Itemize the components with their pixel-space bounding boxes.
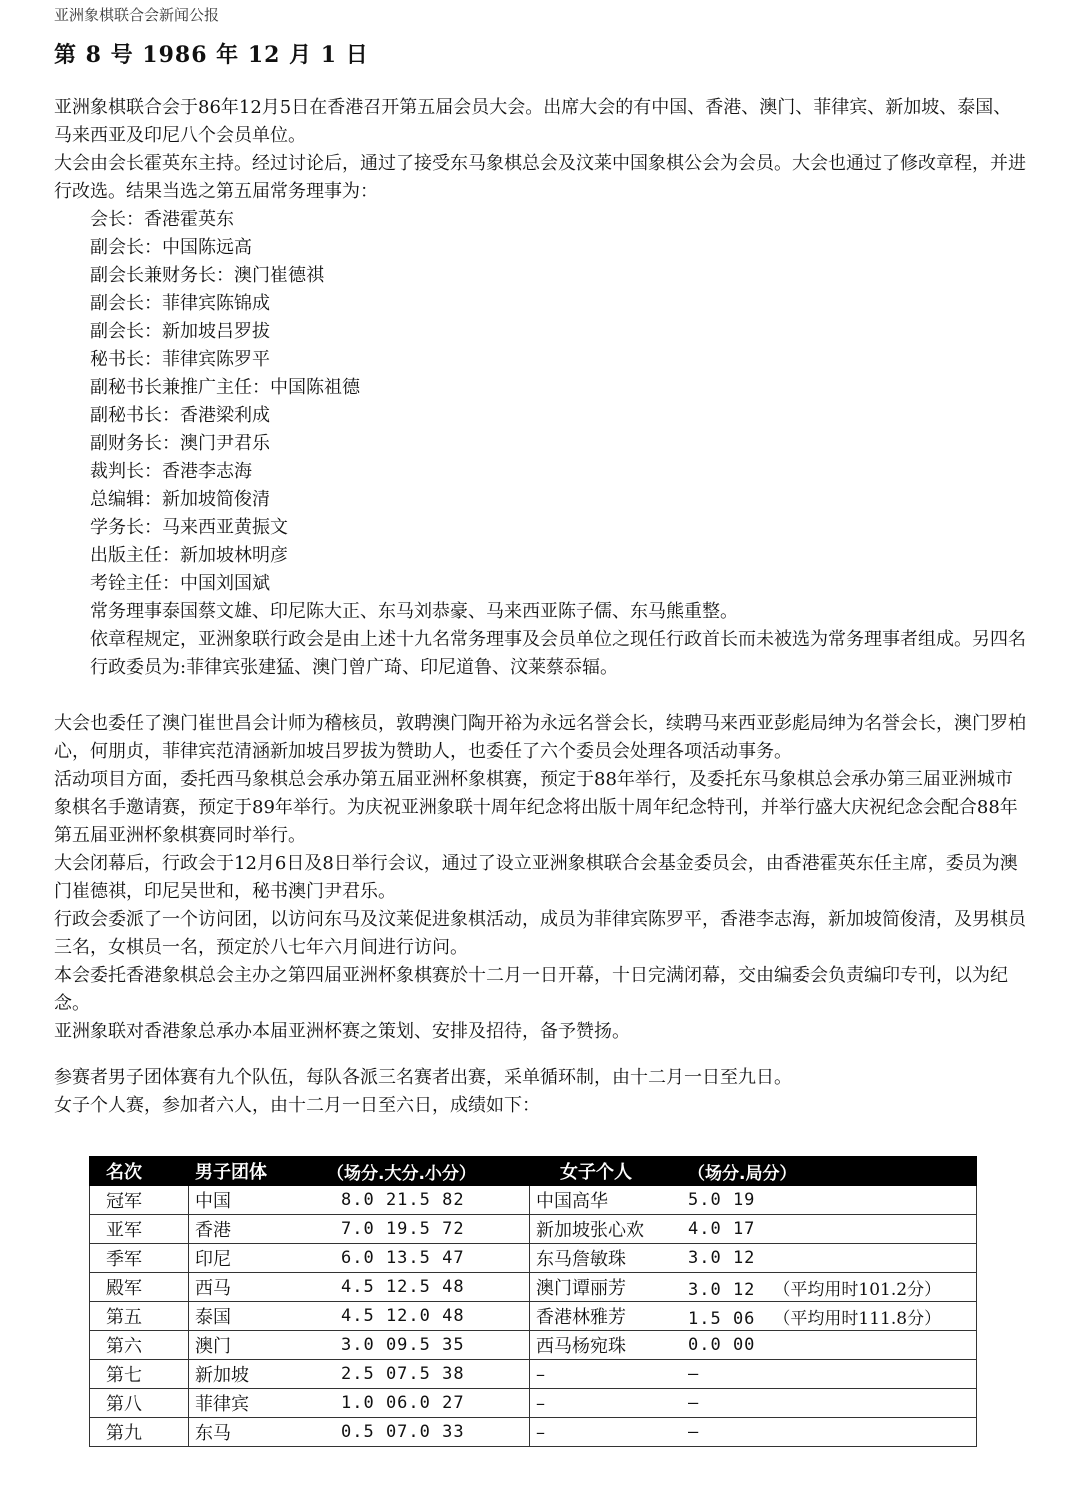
officer-entry: 副财务长：澳门尹君乐 — [90, 433, 270, 454]
body-paragraph-6: 亚洲象联对香港象总承办本届亚洲杯赛之策划、安排及招待，备予赞扬。 — [54, 1021, 630, 1042]
player-score-value: 3.0 12 — [688, 1248, 756, 1268]
player-cell: 香港林雅芳 — [530, 1302, 683, 1331]
player-score-cell — [682, 1186, 977, 1215]
team-score-cell: 1.0 06.0 27 — [321, 1389, 530, 1418]
player-score-value: – — [688, 1393, 700, 1413]
player-score-cell — [682, 1302, 977, 1331]
header-player: 女子个人 — [530, 1157, 683, 1186]
officer-entry: 副秘书长：香港梁利成 — [90, 405, 270, 426]
player-score-value: 4.0 17 — [688, 1219, 756, 1239]
rank-cell: 第六 — [90, 1331, 189, 1360]
team-cell: 泰国 — [189, 1302, 322, 1331]
player-score-cell — [682, 1418, 977, 1447]
table-row — [90, 1389, 977, 1418]
team-score-cell: 6.0 13.5 47 — [321, 1244, 530, 1273]
officer-entry: 副秘书长兼推广主任：中国陈祖德 — [90, 377, 360, 398]
table-row — [90, 1360, 977, 1389]
team-score-cell: 4.5 12.0 48 — [321, 1302, 530, 1331]
publication-name: 亚洲象棋联合会新闻公报 — [54, 6, 220, 24]
player-score-value: 3.0 12 — [688, 1279, 756, 1300]
player-score-cell — [682, 1273, 977, 1302]
team-score-cell: 0.5 07.0 33 — [321, 1418, 530, 1447]
officer-entry: 考铨主任：中国刘国斌 — [90, 573, 270, 594]
average-time-note: （平均用时101.2分） — [773, 1279, 942, 1300]
player-score-cell — [682, 1244, 977, 1273]
officer-entry: 裁判长：香港李志海 — [90, 461, 252, 482]
officer-entry: 总编辑：新加坡简俊清 — [90, 489, 270, 510]
team-score-cell: 8.0 21.5 82 — [321, 1186, 530, 1215]
table-row — [90, 1215, 977, 1244]
competition-paragraph-1: 参赛者男子团体赛有九个队伍，每队各派三名赛者出赛，采单循环制，由十二月一日至九日。 — [54, 1067, 792, 1088]
officer-entry: 学务长：马来西亚黄振文 — [90, 517, 288, 538]
table-row — [90, 1244, 977, 1273]
player-score-value: 0.0 00 — [688, 1335, 756, 1355]
player-cell: 澳门谭丽芳 — [530, 1273, 683, 1302]
team-cell: 西马 — [189, 1273, 322, 1302]
officer-entry: 副会长兼财务长：澳门崔德祺 — [90, 265, 324, 286]
table-row — [90, 1418, 977, 1447]
player-score-cell — [682, 1360, 977, 1389]
rank-cell: 第七 — [90, 1360, 189, 1389]
team-score-cell: 7.0 19.5 72 — [321, 1215, 530, 1244]
player-cell: 东马詹敏珠 — [530, 1244, 683, 1273]
average-time-note: （平均用时111.8分） — [773, 1308, 942, 1329]
body-paragraph-2: 活动项目方面，委托西马象棋总会承办第五届亚洲杯象棋赛，预定于88年举行，及委托东马象棋总会承办第三届亚洲城市象棋名手邀请赛，预定于89年举行。为庆祝亚洲象联十周年纪念将出版十周年纪念特刊，并举行盛大庆祝纪念会配合88年第五届亚洲杯象棋赛同时举行。 — [54, 769, 1018, 846]
body-paragraph-3: 大会闭幕后，行政会于12月6日及8日举行会议，通过了设立亚洲象棋联合会基金委员会，由香港霍英东任主席，委员为澳门崔德祺，印尼吴世和，秘书澳门尹君乐。 — [54, 853, 1018, 902]
player-score-cell — [682, 1389, 977, 1418]
player-score-value: – — [688, 1422, 700, 1442]
header-team: 男子团体 — [189, 1157, 322, 1186]
team-cell: 澳门 — [189, 1331, 322, 1360]
player-score-value: 1.5 06 — [688, 1308, 756, 1329]
player-cell: – — [530, 1418, 683, 1447]
issue-title: 第 8 号 1986 年 12 月 1 日 — [54, 42, 369, 68]
header-team-score: （场分.大分.小分） — [321, 1157, 530, 1186]
player-score-cell — [682, 1215, 977, 1244]
intro-paragraph-1: 亚洲象棋联合会于86年12月5日在香港召开第五届会员大会。出席大会的有中国、香港、澳门、菲律宾、新加坡、泰国、马来西亚及印尼八个会员单位。 — [54, 97, 1012, 146]
team-cell: 香港 — [189, 1215, 322, 1244]
rank-cell: 第九 — [90, 1418, 189, 1447]
player-score-cell — [682, 1331, 977, 1360]
competition-paragraph-2: 女子个人赛，参加者六人，由十二月一日至六日，成绩如下： — [54, 1095, 540, 1116]
officer-note: 依章程规定，亚洲象联行政会是由上述十九名常务理事及会员单位之现任行政首长而未被选为常务理事者组成。另四名行政委员为:菲律宾张建猛、澳门曾广琦、印尼道鲁、汶莱蔡忝辐。 — [90, 629, 1026, 678]
officer-entry: 出版主任：新加坡林明彦 — [90, 545, 288, 566]
team-score-cell: 3.0 09.5 35 — [321, 1331, 530, 1360]
table-row — [90, 1331, 977, 1360]
officer-entry: 副会长：菲律宾陈锦成 — [90, 293, 270, 314]
results-header-row — [90, 1157, 977, 1186]
player-cell: 新加坡张心欢 — [530, 1215, 683, 1244]
player-cell: – — [530, 1360, 683, 1389]
bulletin-body — [54, 94, 1029, 1120]
table-row — [90, 1302, 977, 1331]
officer-entry: 副会长：中国陈远高 — [90, 237, 252, 258]
rank-cell: 亚军 — [90, 1215, 189, 1244]
player-cell: 中国高华 — [530, 1186, 683, 1215]
team-score-cell: 4.5 12.5 48 — [321, 1273, 530, 1302]
team-cell: 印尼 — [189, 1244, 322, 1273]
officer-entry: 秘书长：菲律宾陈罗平 — [90, 349, 270, 370]
rank-cell: 第八 — [90, 1389, 189, 1418]
team-cell: 中国 — [189, 1186, 322, 1215]
header-player-score: （场分.局分） — [682, 1157, 977, 1186]
rank-cell: 殿军 — [90, 1273, 189, 1302]
player-score-value: – — [688, 1364, 700, 1384]
team-score-cell: 2.5 07.5 38 — [321, 1360, 530, 1389]
body-paragraph-4: 行政会委派了一个访问团，以访问东马及汶莱促进象棋活动，成员为菲律宾陈罗平，香港李志海，新加坡简俊清，及男棋员三名，女棋员一名，预定於八七年六月间进行访问。 — [54, 909, 1026, 958]
officer-entry: 会长：香港霍英东 — [90, 209, 234, 230]
team-cell: 东马 — [189, 1418, 322, 1447]
player-score-value: 5.0 19 — [688, 1190, 756, 1210]
header-rank: 名次 — [90, 1157, 189, 1186]
officer-list — [54, 206, 1029, 626]
officer-entry: 常务理事泰国蔡文雄、印尼陈大正、东马刘恭豪、马来西亚陈子儒、东马熊重整。 — [90, 601, 738, 622]
body-paragraph-1: 大会也委任了澳门崔世昌会计师为稽核员，敦聘澳门陶开裕为永远名誉会长，续聘马来西亚彭彪局绅为名誉会长，澳门罗柏心，何朋贞，菲律宾范清涵新加坡吕罗拔为赞助人，也委任了六个委员会处理各项活动事务。 — [54, 713, 1026, 762]
rank-cell: 冠军 — [90, 1186, 189, 1215]
intro-paragraph-2: 大会由会长霍英东主持。经过讨论后，通过了接受东马象棋总会及汶莱中国象棋公会为会员。大会也通过了修改章程，并进行改选。结果当选之第五届常务理事为： — [54, 153, 1026, 202]
rank-cell: 季军 — [90, 1244, 189, 1273]
officer-entry: 副会长：新加坡吕罗拔 — [90, 321, 270, 342]
results-table — [89, 1156, 977, 1447]
table-row — [90, 1186, 977, 1215]
team-cell: 新加坡 — [189, 1360, 322, 1389]
player-cell: 西马杨宛珠 — [530, 1331, 683, 1360]
rank-cell: 第五 — [90, 1302, 189, 1331]
body-paragraph-5: 本会委托香港象棋总会主办之第四届亚洲杯象棋赛於十二月一日开幕，十日完满闭幕，交由编委会负责编印专刊，以为纪念。 — [54, 965, 1008, 1014]
team-cell: 菲律宾 — [189, 1389, 322, 1418]
table-row — [90, 1273, 977, 1302]
player-cell: – — [530, 1389, 683, 1418]
